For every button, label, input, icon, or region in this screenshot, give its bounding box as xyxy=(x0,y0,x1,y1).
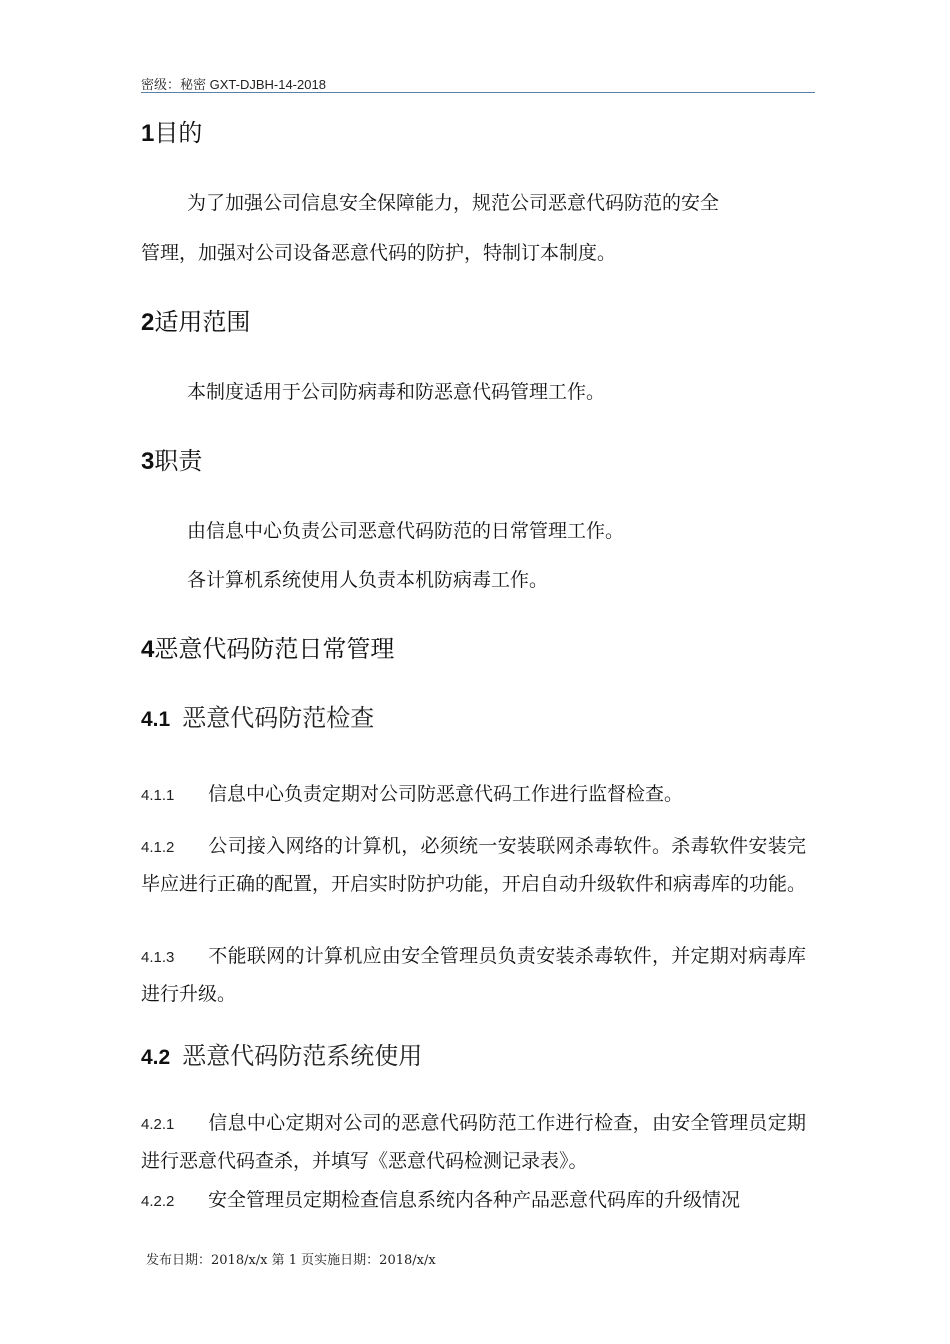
section-4-title: 恶意代码防范日常管理 xyxy=(154,635,395,663)
clause-4-1-3-text: 不能联网的计算机应由安全管理员负责安装杀毒软件，并定期对病毒库进行升级。 xyxy=(141,945,806,1005)
section-2-title: 适用范围 xyxy=(154,308,251,336)
section-2-heading xyxy=(141,307,250,338)
document-header: 密级：秘密 GXT-DJBH-14-2018 xyxy=(141,77,326,92)
subsection-4-1-heading xyxy=(141,703,374,735)
section-1-number: 1 xyxy=(141,120,155,147)
clause-4-1-1 xyxy=(141,776,806,814)
section-3-paragraph-line-1: 由信息中心负责公司恶意代码防范的日常管理工作。 xyxy=(187,520,625,542)
section-3-title: 职责 xyxy=(154,447,203,475)
clause-4-1-1-text: 信息中心负责定期对公司防恶意代码工作进行监督检查。 xyxy=(208,783,684,805)
section-1-heading xyxy=(141,118,202,149)
subsection-4-2-number: 4.2 xyxy=(141,1046,171,1069)
clause-4-1-2 xyxy=(141,828,806,903)
clause-4-2-2 xyxy=(141,1182,806,1220)
clause-4-1-2-text: 公司接入网络的计算机，必须统一安装联网杀毒软件。杀毒软件安装完毕应进行正确的配置，开启实时防护功能，开启自动升级软件和病毒库的功能。 xyxy=(141,835,807,895)
clause-4-2-1-text: 信息中心定期对公司的恶意代码防范工作进行检查，由安全管理员定期进行恶意代码查杀，并填写《恶意代码检测记录表》。 xyxy=(141,1112,806,1172)
section-1-paragraph-line-2: 管理，加强对公司设备恶意代码的防护，特制订本制度。 xyxy=(141,242,617,264)
subsection-4-2-heading xyxy=(141,1041,422,1073)
section-2-number: 2 xyxy=(141,309,155,336)
section-2-paragraph: 本制度适用于公司防病毒和防恶意代码管理工作。 xyxy=(187,381,606,403)
clause-4-1-2-number: 4.1.2 xyxy=(141,839,175,856)
clause-4-2-1-number: 4.2.1 xyxy=(141,1116,175,1133)
document-footer: 发布日期：2018/x/x 第 1 页实施日期：2018/x/x xyxy=(146,1253,436,1268)
clause-4-1-3 xyxy=(141,938,806,1013)
subsection-4-1-number: 4.1 xyxy=(141,708,171,731)
section-1-title: 目的 xyxy=(154,119,203,147)
clause-4-2-2-number: 4.2.2 xyxy=(141,1193,175,1210)
subsection-4-1-title: 恶意代码防范检查 xyxy=(182,704,375,732)
section-1-paragraph-line-1: 为了加强公司信息安全保障能力，规范公司恶意代码防范的安全 xyxy=(187,192,720,214)
subsection-4-2-title: 恶意代码防范系统使用 xyxy=(182,1042,423,1070)
clause-4-2-1 xyxy=(141,1105,806,1180)
clause-4-1-3-number: 4.1.3 xyxy=(141,949,175,966)
section-3-paragraph-line-2: 各计算机系统使用人负责本机防病毒工作。 xyxy=(187,569,549,591)
section-3-heading xyxy=(141,446,202,477)
clause-4-1-1-number: 4.1.1 xyxy=(141,787,175,804)
section-4-heading xyxy=(141,634,394,665)
section-4-number: 4 xyxy=(141,636,155,663)
clause-4-2-2-text: 安全管理员定期检查信息系统内各种产品恶意代码库的升级情况 xyxy=(208,1189,741,1211)
section-3-number: 3 xyxy=(141,448,155,475)
header-divider xyxy=(141,92,815,93)
